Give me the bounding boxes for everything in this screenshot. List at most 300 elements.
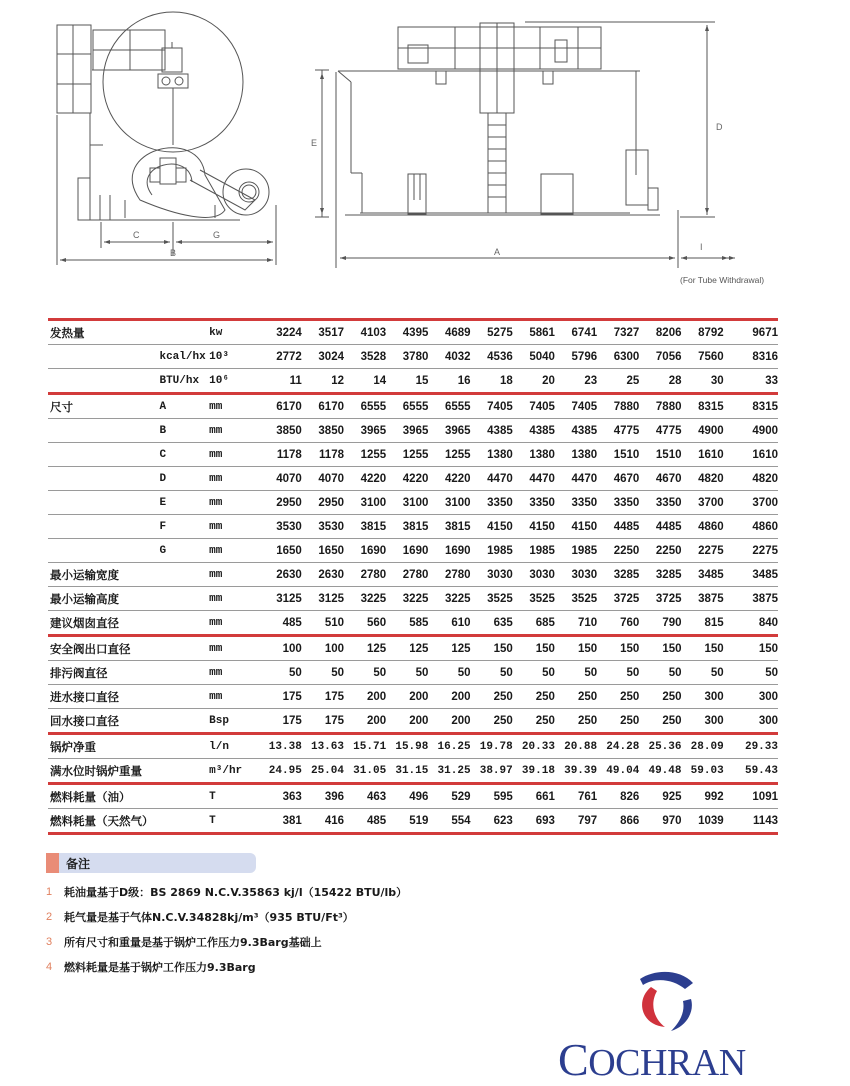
value-cell: 6741 [555, 320, 597, 345]
value-cell: 4470 [471, 467, 513, 491]
value-cell: 797 [555, 809, 597, 834]
value-cell: 3350 [597, 491, 639, 515]
value-cell: 50 [386, 661, 428, 685]
value-cell: 3225 [344, 587, 386, 611]
value-cell: 4470 [513, 467, 555, 491]
notes-title: 备注 [66, 857, 91, 871]
value-cell: 4900 [724, 419, 778, 443]
value-cell: 6300 [597, 345, 639, 369]
notes-header-accent [46, 853, 59, 873]
row-label [48, 491, 159, 515]
value-cell: 125 [428, 636, 470, 661]
row-label [48, 419, 159, 443]
value-cell: 50 [724, 661, 778, 685]
boiler-drawings [0, 0, 850, 300]
row-sublabel [159, 759, 209, 784]
value-cell: 693 [513, 809, 555, 834]
row-unit: mm [209, 661, 259, 685]
value-cell: 4395 [386, 320, 428, 345]
spec-row [48, 734, 778, 759]
value-cell: 710 [555, 611, 597, 636]
value-cell: 3225 [386, 587, 428, 611]
value-cell: 585 [386, 611, 428, 636]
value-cell: 2780 [344, 563, 386, 587]
value-cell: 4150 [471, 515, 513, 539]
value-cell: 29.33 [724, 734, 778, 759]
note-text: 所有尺寸和重量是基于锅炉工作压力9.3Barg基础上 [64, 935, 322, 949]
value-cell: 7880 [639, 394, 681, 419]
value-cell: 250 [471, 709, 513, 734]
value-cell: 3285 [597, 563, 639, 587]
row-sublabel [159, 784, 209, 809]
value-cell: 761 [555, 784, 597, 809]
value-cell: 30 [682, 369, 724, 394]
value-cell: 554 [428, 809, 470, 834]
value-cell: 519 [386, 809, 428, 834]
value-cell: 3530 [302, 515, 344, 539]
value-cell: 49.04 [597, 759, 639, 784]
value-cell: 2780 [428, 563, 470, 587]
wordmark-initial: C [558, 1034, 589, 1085]
value-cell: 396 [302, 784, 344, 809]
value-cell: 3815 [344, 515, 386, 539]
value-cell: 150 [471, 636, 513, 661]
row-sublabel [159, 563, 209, 587]
row-sublabel: BTU/hx [159, 369, 209, 394]
value-cell: 38.97 [471, 759, 513, 784]
row-unit: T [209, 784, 259, 809]
value-cell: 14 [344, 369, 386, 394]
note-text: 燃料耗量是基于锅炉工作压力9.3Barg [64, 960, 256, 974]
row-sublabel [159, 661, 209, 685]
row-unit: mm [209, 443, 259, 467]
note-number: 4 [46, 960, 53, 973]
value-cell: 150 [639, 636, 681, 661]
value-cell: 4820 [724, 467, 778, 491]
value-cell: 1255 [428, 443, 470, 467]
spec-row [48, 515, 778, 539]
value-cell: 31.05 [344, 759, 386, 784]
note-item [46, 929, 407, 954]
note-text: 耗气量是基于气体N.C.V.34828kj/m³（935 BTU/Ft³） [64, 910, 354, 924]
value-cell: 4900 [682, 419, 724, 443]
row-label: 最小运输高度 [48, 587, 159, 611]
value-cell: 1178 [260, 443, 302, 467]
spec-row [48, 419, 778, 443]
value-cell: 4485 [597, 515, 639, 539]
value-cell: 20.33 [513, 734, 555, 759]
value-cell: 250 [639, 685, 681, 709]
value-cell: 3850 [302, 419, 344, 443]
value-cell: 9671 [724, 320, 778, 345]
value-cell: 4860 [724, 515, 778, 539]
row-unit: mm [209, 636, 259, 661]
row-sublabel: B [159, 419, 209, 443]
value-cell: 1178 [302, 443, 344, 467]
value-cell: 125 [344, 636, 386, 661]
value-cell: 4470 [555, 467, 597, 491]
value-cell: 250 [597, 685, 639, 709]
value-cell: 18 [471, 369, 513, 394]
row-sublabel [159, 709, 209, 734]
dim-label-c: C [133, 230, 140, 240]
value-cell: 250 [513, 709, 555, 734]
row-unit: mm [209, 394, 259, 419]
value-cell: 3525 [555, 587, 597, 611]
value-cell: 6555 [386, 394, 428, 419]
value-cell: 635 [471, 611, 513, 636]
value-cell: 4670 [639, 467, 681, 491]
value-cell: 3875 [682, 587, 724, 611]
value-cell: 4820 [682, 467, 724, 491]
value-cell: 485 [260, 611, 302, 636]
value-cell: 3030 [555, 563, 597, 587]
spec-row [48, 320, 778, 345]
value-cell: 2772 [260, 345, 302, 369]
value-cell: 50 [513, 661, 555, 685]
row-unit: kw [209, 320, 259, 345]
value-cell: 200 [344, 685, 386, 709]
value-cell: 3965 [386, 419, 428, 443]
note-item [46, 879, 407, 904]
value-cell: 1091 [724, 784, 778, 809]
value-cell: 790 [639, 611, 681, 636]
value-cell: 49.48 [639, 759, 681, 784]
row-label: 燃料耗量（油） [48, 784, 159, 809]
spec-row [48, 784, 778, 809]
row-sublabel: F [159, 515, 209, 539]
value-cell: 3125 [302, 587, 344, 611]
value-cell: 416 [302, 809, 344, 834]
value-cell: 5861 [513, 320, 555, 345]
value-cell: 20 [513, 369, 555, 394]
row-unit: m³/hr [209, 759, 259, 784]
value-cell: 5275 [471, 320, 513, 345]
value-cell: 24.28 [597, 734, 639, 759]
spec-row [48, 636, 778, 661]
value-cell: 175 [260, 709, 302, 734]
value-cell: 3530 [260, 515, 302, 539]
row-label: 排污阀直径 [48, 661, 159, 685]
value-cell: 8316 [724, 345, 778, 369]
value-cell: 595 [471, 784, 513, 809]
value-cell: 3528 [344, 345, 386, 369]
value-cell: 150 [597, 636, 639, 661]
value-cell: 2275 [682, 539, 724, 563]
value-cell: 250 [639, 709, 681, 734]
value-cell: 4070 [302, 467, 344, 491]
value-cell: 1650 [302, 539, 344, 563]
row-sublabel: C [159, 443, 209, 467]
row-label: 尺寸 [48, 394, 159, 419]
value-cell: 3125 [260, 587, 302, 611]
value-cell: 1690 [344, 539, 386, 563]
value-cell: 3525 [471, 587, 513, 611]
dim-label-d: D [716, 122, 723, 132]
row-unit: mm [209, 685, 259, 709]
value-cell: 28 [639, 369, 681, 394]
value-cell: 1610 [724, 443, 778, 467]
spec-row [48, 709, 778, 734]
value-cell: 175 [302, 685, 344, 709]
value-cell: 28.09 [682, 734, 724, 759]
note-item [46, 904, 407, 929]
row-label: 燃料耗量（天然气） [48, 809, 159, 834]
value-cell: 200 [428, 685, 470, 709]
row-sublabel [159, 809, 209, 834]
value-cell: 4103 [344, 320, 386, 345]
value-cell: 3875 [724, 587, 778, 611]
value-cell: 623 [471, 809, 513, 834]
value-cell: 3225 [428, 587, 470, 611]
value-cell: 7405 [555, 394, 597, 419]
value-cell: 4860 [682, 515, 724, 539]
value-cell: 5796 [555, 345, 597, 369]
dim-label-g: G [213, 230, 221, 240]
value-cell: 5040 [513, 345, 555, 369]
dim-label-b: B [170, 248, 177, 258]
value-cell: 8315 [682, 394, 724, 419]
value-cell: 59.03 [682, 759, 724, 784]
value-cell: 25 [597, 369, 639, 394]
value-cell: 300 [724, 709, 778, 734]
value-cell: 250 [471, 685, 513, 709]
value-cell: 150 [513, 636, 555, 661]
value-cell: 31.15 [386, 759, 428, 784]
value-cell: 826 [597, 784, 639, 809]
value-cell: 1985 [513, 539, 555, 563]
value-cell: 760 [597, 611, 639, 636]
row-label [48, 539, 159, 563]
value-cell: 4385 [471, 419, 513, 443]
row-sublabel: E [159, 491, 209, 515]
value-cell: 8792 [682, 320, 724, 345]
value-cell: 59.43 [724, 759, 778, 784]
value-cell: 6170 [260, 394, 302, 419]
value-cell: 1380 [513, 443, 555, 467]
value-cell: 381 [260, 809, 302, 834]
value-cell: 13.63 [302, 734, 344, 759]
value-cell: 6555 [428, 394, 470, 419]
spec-row [48, 539, 778, 563]
spec-row [48, 611, 778, 636]
row-label: 安全阀出口直径 [48, 636, 159, 661]
value-cell: 4220 [386, 467, 428, 491]
value-cell: 20.88 [555, 734, 597, 759]
value-cell: 2950 [260, 491, 302, 515]
row-unit: 10³ [209, 345, 259, 369]
row-unit: mm [209, 539, 259, 563]
value-cell: 363 [260, 784, 302, 809]
row-sublabel [159, 636, 209, 661]
value-cell: 529 [428, 784, 470, 809]
value-cell: 250 [555, 709, 597, 734]
row-unit: l/n [209, 734, 259, 759]
value-cell: 3725 [597, 587, 639, 611]
value-cell: 2275 [724, 539, 778, 563]
value-cell: 125 [386, 636, 428, 661]
row-unit: mm [209, 419, 259, 443]
value-cell: 992 [682, 784, 724, 809]
spec-row [48, 759, 778, 784]
value-cell: 7560 [682, 345, 724, 369]
value-cell: 175 [302, 709, 344, 734]
value-cell: 100 [260, 636, 302, 661]
value-cell: 4485 [639, 515, 681, 539]
value-cell: 4032 [428, 345, 470, 369]
row-unit: mm [209, 467, 259, 491]
value-cell: 1510 [639, 443, 681, 467]
value-cell: 3285 [639, 563, 681, 587]
value-cell: 24.95 [260, 759, 302, 784]
value-cell: 50 [471, 661, 513, 685]
value-cell: 840 [724, 611, 778, 636]
value-cell: 50 [555, 661, 597, 685]
value-cell: 510 [302, 611, 344, 636]
value-cell: 3030 [471, 563, 513, 587]
value-cell: 3224 [260, 320, 302, 345]
value-cell: 1650 [260, 539, 302, 563]
value-cell: 25.36 [639, 734, 681, 759]
note-item [46, 954, 407, 979]
value-cell: 4536 [471, 345, 513, 369]
row-label [48, 345, 159, 369]
value-cell: 4070 [260, 467, 302, 491]
value-cell: 866 [597, 809, 639, 834]
value-cell: 3965 [344, 419, 386, 443]
value-cell: 13.38 [260, 734, 302, 759]
value-cell: 3850 [260, 419, 302, 443]
value-cell: 610 [428, 611, 470, 636]
value-cell: 7405 [471, 394, 513, 419]
value-cell: 3350 [513, 491, 555, 515]
value-cell: 300 [682, 709, 724, 734]
value-cell: 250 [555, 685, 597, 709]
value-cell: 6170 [302, 394, 344, 419]
value-cell: 485 [344, 809, 386, 834]
value-cell: 300 [682, 685, 724, 709]
value-cell: 2780 [386, 563, 428, 587]
value-cell: 2630 [302, 563, 344, 587]
value-cell: 15.98 [386, 734, 428, 759]
spec-row [48, 587, 778, 611]
value-cell: 3965 [428, 419, 470, 443]
value-cell: 3350 [639, 491, 681, 515]
note-number: 3 [46, 935, 53, 948]
row-sublabel: A [159, 394, 209, 419]
value-cell: 1380 [555, 443, 597, 467]
value-cell: 1255 [386, 443, 428, 467]
cochran-logo [555, 965, 775, 1085]
value-cell: 3485 [724, 563, 778, 587]
value-cell: 4150 [555, 515, 597, 539]
value-cell: 200 [428, 709, 470, 734]
value-cell: 3350 [471, 491, 513, 515]
row-label [48, 369, 159, 394]
notes-section [46, 853, 407, 979]
row-sublabel [159, 587, 209, 611]
value-cell: 1985 [555, 539, 597, 563]
dim-label-a: A [494, 247, 501, 257]
value-cell: 3350 [555, 491, 597, 515]
value-cell: 12 [302, 369, 344, 394]
cochran-wordmark [558, 1033, 746, 1086]
value-cell: 4220 [428, 467, 470, 491]
value-cell: 8206 [639, 320, 681, 345]
dim-label-e: E [311, 138, 318, 148]
row-label: 建议烟囱直径 [48, 611, 159, 636]
row-unit: mm [209, 491, 259, 515]
value-cell: 33 [724, 369, 778, 394]
value-cell: 150 [724, 636, 778, 661]
row-unit: Bsp [209, 709, 259, 734]
value-cell: 175 [260, 685, 302, 709]
front-view [57, 12, 329, 265]
value-cell: 1143 [724, 809, 778, 834]
value-cell: 50 [597, 661, 639, 685]
value-cell: 25.04 [302, 759, 344, 784]
spec-row [48, 563, 778, 587]
value-cell: 3100 [386, 491, 428, 515]
value-cell: 3517 [302, 320, 344, 345]
value-cell: 1690 [386, 539, 428, 563]
row-unit: 10⁶ [209, 369, 259, 394]
value-cell: 3815 [428, 515, 470, 539]
row-sublabel [159, 320, 209, 345]
value-cell: 4775 [597, 419, 639, 443]
value-cell: 1690 [428, 539, 470, 563]
value-cell: 7405 [513, 394, 555, 419]
value-cell: 200 [344, 709, 386, 734]
value-cell: 2250 [639, 539, 681, 563]
note-number: 2 [46, 910, 53, 923]
value-cell: 100 [302, 636, 344, 661]
value-cell: 16.25 [428, 734, 470, 759]
value-cell: 685 [513, 611, 555, 636]
value-cell: 50 [302, 661, 344, 685]
value-cell: 1610 [682, 443, 724, 467]
value-cell: 4670 [597, 467, 639, 491]
row-label [48, 467, 159, 491]
value-cell: 3780 [386, 345, 428, 369]
row-unit: mm [209, 515, 259, 539]
row-label [48, 443, 159, 467]
spec-table-body [48, 320, 778, 834]
value-cell: 560 [344, 611, 386, 636]
value-cell: 23 [555, 369, 597, 394]
row-label: 最小运输宽度 [48, 563, 159, 587]
value-cell: 2630 [260, 563, 302, 587]
side-view [336, 22, 735, 268]
value-cell: 7056 [639, 345, 681, 369]
value-cell: 1039 [682, 809, 724, 834]
value-cell: 200 [386, 709, 428, 734]
value-cell: 16 [428, 369, 470, 394]
spec-table [48, 318, 778, 835]
wordmark-rest: OCHRAN [588, 1042, 746, 1084]
row-sublabel: G [159, 539, 209, 563]
value-cell: 463 [344, 784, 386, 809]
row-label: 发热量 [48, 320, 159, 345]
value-cell: 11 [260, 369, 302, 394]
dim-label-i: I [700, 242, 703, 252]
value-cell: 3485 [682, 563, 724, 587]
value-cell: 15 [386, 369, 428, 394]
boiler-drawing-svg [0, 0, 850, 300]
value-cell: 970 [639, 809, 681, 834]
value-cell: 3725 [639, 587, 681, 611]
spec-row [48, 345, 778, 369]
